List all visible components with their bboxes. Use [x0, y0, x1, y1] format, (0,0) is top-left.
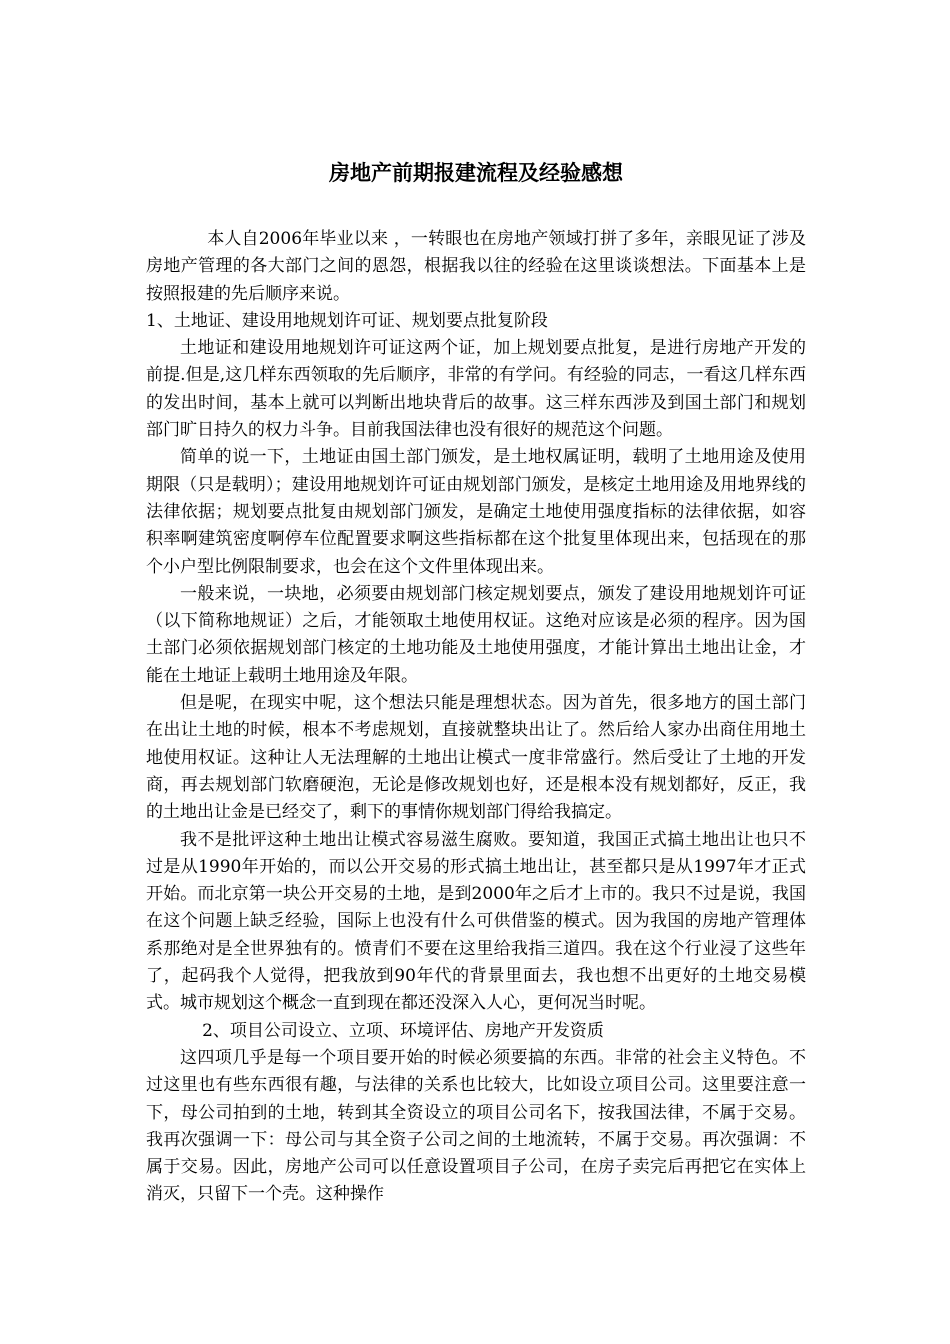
body-paragraph: 简单的说一下，土地证由国土部门颁发，是土地权属证明，载明了土地用途及使用期限（只是载明）；建设用地规划许可证由规划部门颁发，是核定土地用途及用地界线的法律依据；规划要点批复由规划部门颁发，是确定土地使用强度指标的法律依据，如容积率啊建筑密度啊停车位配置要求啊这些指标都在这个批复里体现出来，包括现在的那个小户型比例限制要求，也会在这个文件里体现出来。 — [146, 447, 806, 577]
body-paragraph: 这四项几乎是每一个项目要开始的时候必须要搞的东西。非常的社会主义特色。不过这里也有些东西很有趣，与法律的关系也比较大，比如设立项目公司。这里要注意一下，母公司拍到的土地，转到其全资设立的项目公司名下，按我国法律，不属于交易。我再次强调一下：母公司与其全资子公司之间的土地流转，不属于交易。再次强调：不属于交易。因此，房地产公司可以任意设置项目子公司，在房子卖完后再把它在实体上消灭，只留下一个壳。这种操作 — [146, 1047, 806, 1205]
document-title: 房地产前期报建流程及经验感想 — [329, 160, 623, 185]
body-paragraph: 土地证和建设用地规划许可证这两个证，加上规划要点批复，是进行房地产开发的前提.但是,这几样东西领取的先后顺序，非常的有学问。有经验的同志，一看这几样东西的发出时间，基本上就可以判断出地块背后的故事。这三样东西涉及到国土部门和规划部门旷日持久的权力斗争。目前我国法律也没有很好的规范这个问题。 — [146, 338, 806, 441]
section-heading-2: 2、项目公司设立、立项、环境评估、房地产开发资质 — [202, 1020, 604, 1041]
body-paragraph: 一般来说，一块地，必须要由规划部门核定规划要点，颁发了建设用地规划许可证（以下简称地规证）之后，才能领取土地使用权证。这绝对应该是必须的程序。因为国土部门必须依据规划部门核定的土地功能及土地使用强度，才能计算出土地出让金，才能在土地证上载明土地用途及年限。 — [146, 583, 806, 686]
body-paragraph: 我不是批评这种土地出让模式容易滋生腐败。要知道，我国正式搞土地出让也只不过是从1990年开始的，而以公开交易的形式搞土地出让，甚至都只是从1997年才正式开始。而北京第一块公开交易的土地，是到2000年之后才上市的。我只不过是说，我国在这个问题上缺乏经验，国际上也没有什么可供借鉴的模式。因为我国的房地产管理体系那绝对是全世界独有的。愤青们不要在这里给我指三道四。我在这个行业浸了这些年了，起码我个人觉得，把我放到90年代的背景里面去，我也想不出更好的土地交易模式。城市规划这个概念一直到现在都还没深入人心，更何况当时呢。 — [146, 829, 806, 1014]
document-page — [146, 158, 806, 1209]
body-paragraph: 但是呢，在现实中呢，这个想法只能是理想状态。因为首先，很多地方的国土部门在出让土地的时候，根本不考虑规划，直接就整块出让了。然后给人家办出商住用地土地使用权证。这种让人无法理解的土地出让模式一度非常盛行。然后受让了土地的开发商，再去规划部门软磨硬泡，无论是修改规划也好，还是根本没有规划都好，反正，我的土地出让金是已经交了，剩下的事情你规划部门得给我搞定。 — [146, 693, 806, 823]
intro-paragraph: 本人自2006年毕业以来 ，一转眼也在房地产领域打拼了多年，亲眼见证了涉及房地产管理的各大部门之间的恩怨，根据我以往的经验在这里谈谈想法。下面基本上是按照报建的先后顺序来说。 — [146, 229, 806, 304]
section-heading-1: 1、土地证、建设用地规划许可证、规划要点批复阶段 — [146, 310, 548, 331]
